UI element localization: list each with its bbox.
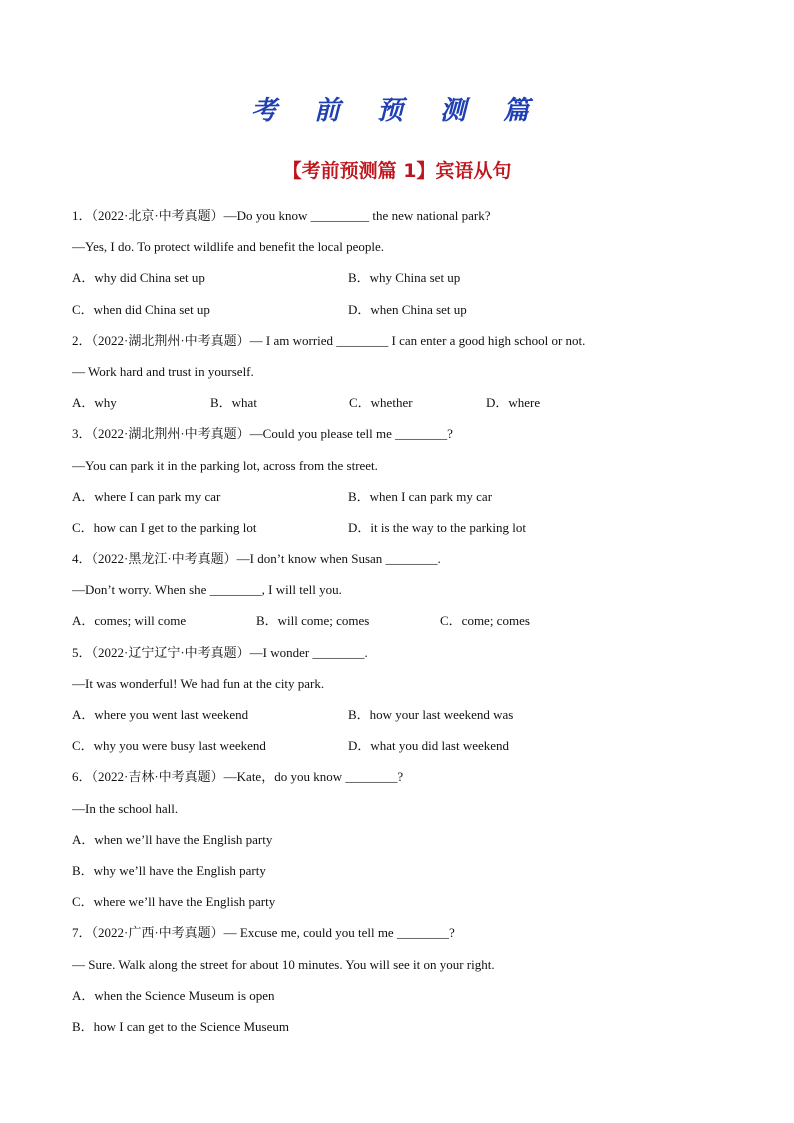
question-list — [72, 203, 732, 1045]
question-reply: — Work hard and trust in yourself. — [72, 363, 254, 379]
option-a: A．why did China set up — [72, 270, 205, 286]
option-d: D．where — [486, 395, 541, 411]
option-a: A．when we’ll have the English party — [72, 831, 273, 847]
section-title: 【考前预测篇 1】宾语从句 — [282, 160, 512, 182]
option-b: B．when I can park my car — [348, 488, 493, 504]
option-c: C．when did China set up — [72, 301, 210, 317]
question-stem: 5．（2022·辽宁辽宁·中考真题）—I wonder ________. — [72, 644, 368, 660]
question-reply: —Don’t worry. When she ________, I will tell you. — [72, 582, 342, 598]
option-d: D．when China set up — [348, 301, 467, 317]
option-b: B．how I can get to the Science Museum — [72, 1018, 289, 1034]
option-row — [72, 608, 732, 639]
page-title: 考 前 预 测 篇 — [250, 96, 544, 126]
question-stem: 2．（2022·湖北荆州·中考真题）— I am worried ________ I can enter a good high school or not. — [72, 332, 586, 348]
question-reply: — Sure. Walk along the street for about 10 minutes. You will see it on your right. — [72, 956, 495, 972]
option-c: C．come; comes — [440, 613, 530, 629]
option-c: C．whether — [349, 395, 413, 411]
option-c: C．how can I get to the parking lot — [72, 519, 257, 535]
option-d: D．it is the way to the parking lot — [348, 519, 527, 535]
option-row — [72, 484, 732, 515]
option-b: B．what — [210, 395, 257, 411]
option-row — [72, 265, 732, 296]
option-c: C．why you were busy last weekend — [72, 738, 266, 754]
option-d: D．what you did last weekend — [348, 738, 510, 754]
option-b: B．how your last weekend was — [348, 707, 514, 722]
option-row — [72, 733, 732, 764]
option-a: A．where I can park my car — [72, 488, 221, 504]
option-a: A．why — [72, 395, 117, 411]
question-reply: —Yes, I do. To protect wildlife and benefit the local people. — [72, 239, 384, 255]
question-stem: 7．（2022·广西·中考真题）— Excuse me, could you tell me ________? — [72, 925, 455, 941]
option-row — [72, 515, 732, 546]
question-stem: 3．（2022·湖北荆州·中考真题）—Could you please tell me ________? — [72, 426, 453, 442]
option-a: A．when the Science Museum is open — [72, 987, 275, 1003]
option-a: A．comes; will come — [72, 613, 187, 629]
question-stem: 4．（2022·黑龙江·中考真题）—I don’t know when Susan ________. — [72, 551, 441, 567]
option-b: B．will come; comes — [256, 613, 370, 629]
option-b: B．why China set up — [348, 270, 461, 286]
option-row — [72, 390, 732, 421]
question-stem: 1．（2022·北京·中考真题）—Do you know _________ the new national park? — [72, 208, 491, 223]
question-reply: —It was wonderful! We had fun at the city park. — [72, 675, 325, 691]
option-row — [72, 702, 732, 733]
option-row — [72, 297, 732, 328]
question-reply: —You can park it in the parking lot, across from the street. — [72, 457, 378, 473]
question-reply: —In the school hall. — [72, 800, 179, 816]
option-c: C．where we’ll have the English party — [72, 894, 276, 910]
option-a: A．where you went last weekend — [72, 707, 249, 722]
question-stem: 6．（2022·吉林·中考真题）—Kate，do you know ________? — [72, 769, 404, 785]
option-b: B．why we’ll have the English party — [72, 862, 266, 878]
